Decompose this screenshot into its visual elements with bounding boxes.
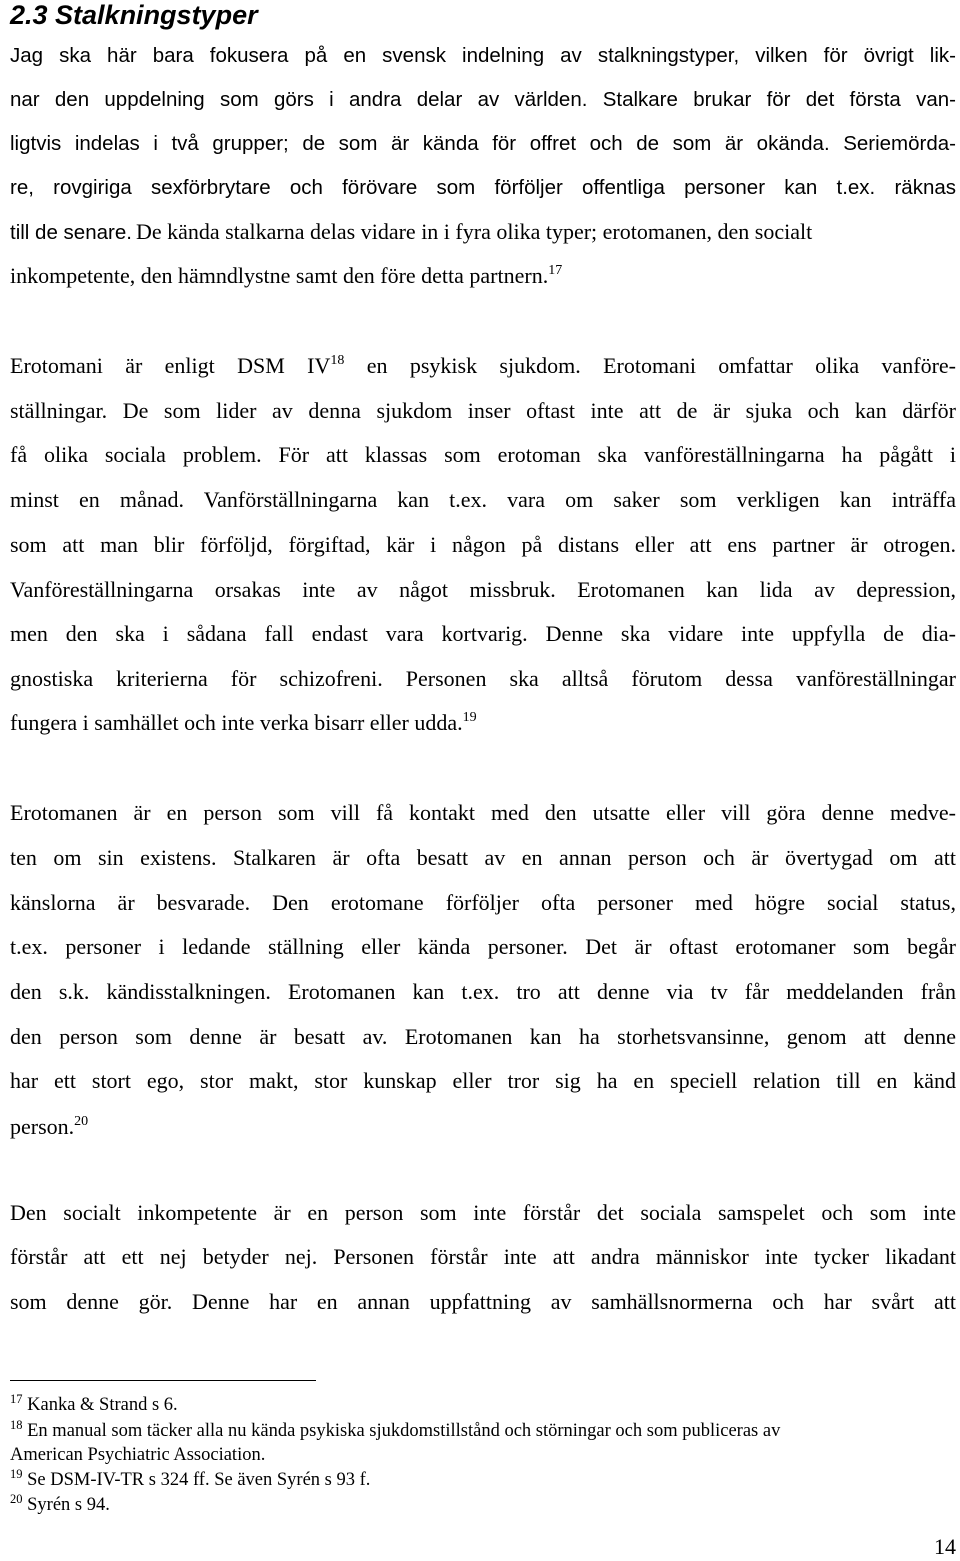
paragraph-3-last-text: person.	[10, 1114, 75, 1139]
paragraph-4-line-1: Den socialt inkompetente är en person som inte förstår det sociala samspelet och som inte	[10, 1200, 956, 1225]
footnote-number-19: 19	[10, 1467, 23, 1481]
paragraph-1-serif-fragment: De kända stalkarna delas vidare in i fyra olika typer; erotomanen, den socialt	[135, 219, 813, 244]
paragraph-2-line-4: minst en månad. Vanförställningarna kan t.ex. vara om saker som verkligen kan inträffa	[10, 487, 956, 512]
footnote-17	[10, 1394, 178, 1416]
paragraph-1-line-6	[10, 263, 956, 289]
footnote-ref-20: 20	[74, 1114, 89, 1129]
footnote-19	[10, 1469, 370, 1491]
paragraph-2-line-2: ställningar. De som lider av denna sjukdom inser oftast inte att de är sjuka och kan därför	[10, 398, 956, 423]
footnote-18-continued: American Psychiatric Association.	[10, 1445, 266, 1465]
paragraph-1-line-4: re, rovgiriga sexförbrytare och förövare som förföljer offentliga personer kan t.ex. räknas	[10, 176, 956, 199]
footnote-text-19: Se DSM-IV-TR s 324 ff. Se även Syrén s 93 f.	[27, 1470, 371, 1490]
paragraph-1-line-2: nar den uppdelning som görs i andra delar av världen. Stalkare brukar för det första van-	[10, 88, 956, 111]
footnote-separator	[10, 1380, 316, 1381]
paragraph-3-line-8	[10, 1114, 956, 1140]
paragraph-3-line-6: den person som denne är besatt av. Erotomanen kan ha storhetsvansinne, genom att denne	[10, 1024, 956, 1049]
paragraph-3-line-7: har ett stort ego, stor makt, stor kunskap eller tror sig ha en speciell relation till en känd	[10, 1068, 956, 1093]
paragraph-1-last-text: inkompetente, den hämndlystne samt den före detta partnern.	[10, 263, 549, 288]
paragraph-4-line-2: förstår att ett nej betyder nej. Personen förstår inte att andra människor inte tycker likadant	[10, 1244, 956, 1269]
paragraph-2-line-5: som att man blir förföljd, förgiftad, kär i någon på distans eller att ens partner är otrogen.	[10, 532, 956, 557]
paragraph-2-line-9	[10, 710, 956, 736]
paragraph-2-line-7: men den ska i sådana fall endast vara kortvarig. Denne ska vidare inte uppfylla de dia-	[10, 621, 956, 646]
section-heading: 2.3 Stalkningstyper	[10, 0, 258, 30]
footnote-text-17: Kanka & Strand s 6.	[27, 1395, 178, 1415]
paragraph-2-line-6: Vanföreställningarna orsakas inte av något missbruk. Erotomanen kan lida av depression,	[10, 577, 956, 602]
footnote-ref-17: 17	[548, 263, 563, 278]
paragraph-1-line-3: ligtvis indelas i två grupper; de som är kända för offret och de som är okända. Seriemörda-	[10, 132, 956, 155]
footnote-18	[10, 1420, 780, 1442]
paragraph-2-line-3: få olika sociala problem. För att klassas som erotoman ska vanföreställningarna ha pågått i	[10, 442, 956, 467]
paragraph-4-line-3: som denne gör. Denne har en annan uppfattning av samhällsnormerna och har svårt att	[10, 1289, 956, 1314]
footnote-ref-18: 18	[330, 353, 345, 368]
paragraph-3-line-2: ten om sin existens. Stalkaren är ofta besatt av en annan person och är övertygad om att	[10, 845, 956, 870]
footnote-text-20: Syrén s 94.	[27, 1495, 110, 1515]
paragraph-3-line-5: den s.k. kändisstalkningen. Erotomanen kan t.ex. tro att denne via tv får meddelanden från	[10, 979, 956, 1004]
footnote-text-18: En manual som täcker alla nu kända psykiska sjukdomstillstånd och störningar och som publiceras av	[27, 1421, 781, 1441]
paragraph-2-line-1	[10, 353, 956, 379]
paragraph-1-line-1: Jag ska här bara fokusera på en svensk indelning av stalkningstyper, vilken för övrigt lik-	[10, 44, 956, 67]
footnote-ref-19: 19	[462, 710, 477, 725]
paragraph-3-line-1: Erotomanen är en person som vill få kontakt med den utsatte eller vill göra denne medve-	[10, 800, 956, 825]
paragraph-2-first-a: Erotomani är enligt DSM IV	[10, 353, 331, 378]
paragraph-1-sans-fragment: till de senare.	[10, 221, 132, 244]
paragraph-3-line-3: känslorna är besvarade. Den erotomane förföljer ofta personer med högre social status,	[10, 890, 956, 915]
paragraph-1-line-5	[10, 219, 956, 245]
paragraph-2-last-text: fungera i samhället och inte verka bisarr eller udda.	[10, 710, 463, 735]
footnote-number-17: 17	[10, 1392, 23, 1406]
paragraph-3-line-4: t.ex. personer i ledande ställning eller kända personer. Det är oftast erotomaner som begår	[10, 934, 956, 959]
footnote-number-20: 20	[10, 1492, 23, 1506]
paragraph-2-line-8: gnostiska kriterierna för schizofreni. Personen ska alltså förutom dessa vanföreställningar	[10, 666, 956, 691]
page-number: 14	[934, 1534, 956, 1559]
paragraph-2-first-b: en psykisk sjukdom. Erotomani omfattar olika vanföre-	[366, 353, 957, 378]
footnote-number-18: 18	[10, 1418, 23, 1432]
footnote-20	[10, 1494, 110, 1516]
